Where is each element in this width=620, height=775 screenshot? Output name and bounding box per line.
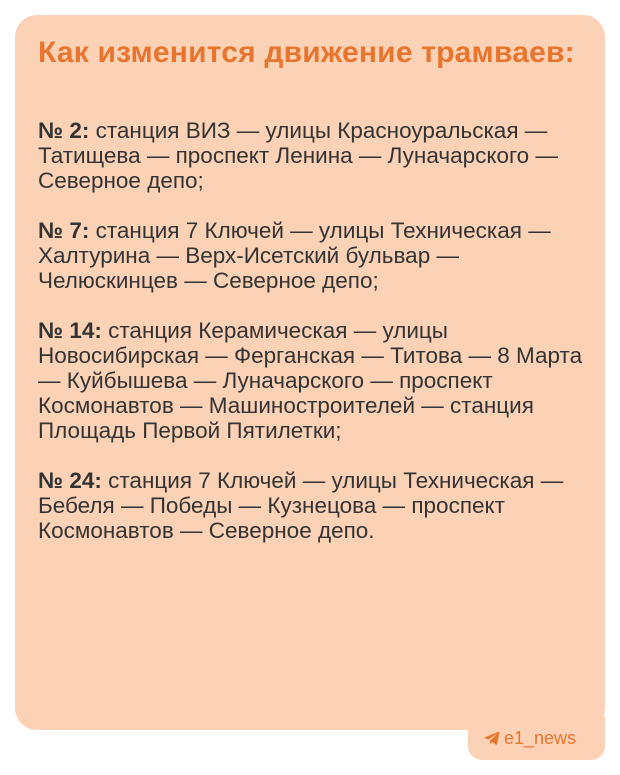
route-item-24 — [38, 468, 598, 543]
route-item-14 — [38, 318, 598, 443]
route-description: станция ВИЗ — улицы Красноуральская — Татищева — проспект Ленина — Луначарского — Северное депо; — [38, 118, 558, 193]
page-title: Как изменится движение трамваев: — [38, 36, 575, 69]
route-item-2 — [38, 118, 598, 193]
route-description: станция 7 Ключей — улицы Техническая — Халтурина — Верх-Исетский бульвар — Челюскинцев — Северное депо; — [38, 218, 551, 293]
info-card — [15, 15, 605, 730]
route-item-7 — [38, 218, 598, 293]
route-number: № 2: — [38, 118, 90, 143]
telegram-icon — [484, 730, 500, 746]
route-list — [38, 118, 598, 568]
route-number: № 14: — [38, 318, 102, 343]
brand-label[interactable]: e1_news — [504, 728, 577, 748]
route-description: станция Керамическая — улицы Новосибирская — Ферганская — Титова — 8 Марта — Куйбышева — Луначарского — проспект Космонавтов — Машиностроителей — станция Площадь Первой Пятилетки; — [38, 318, 583, 443]
route-number: № 24: — [38, 468, 102, 493]
route-description: станция 7 Ключей — улицы Техническая — Бебеля — Победы — Кузнецова — проспект Космонавтов — Северное депо. — [38, 468, 564, 543]
route-number: № 7: — [38, 218, 90, 243]
